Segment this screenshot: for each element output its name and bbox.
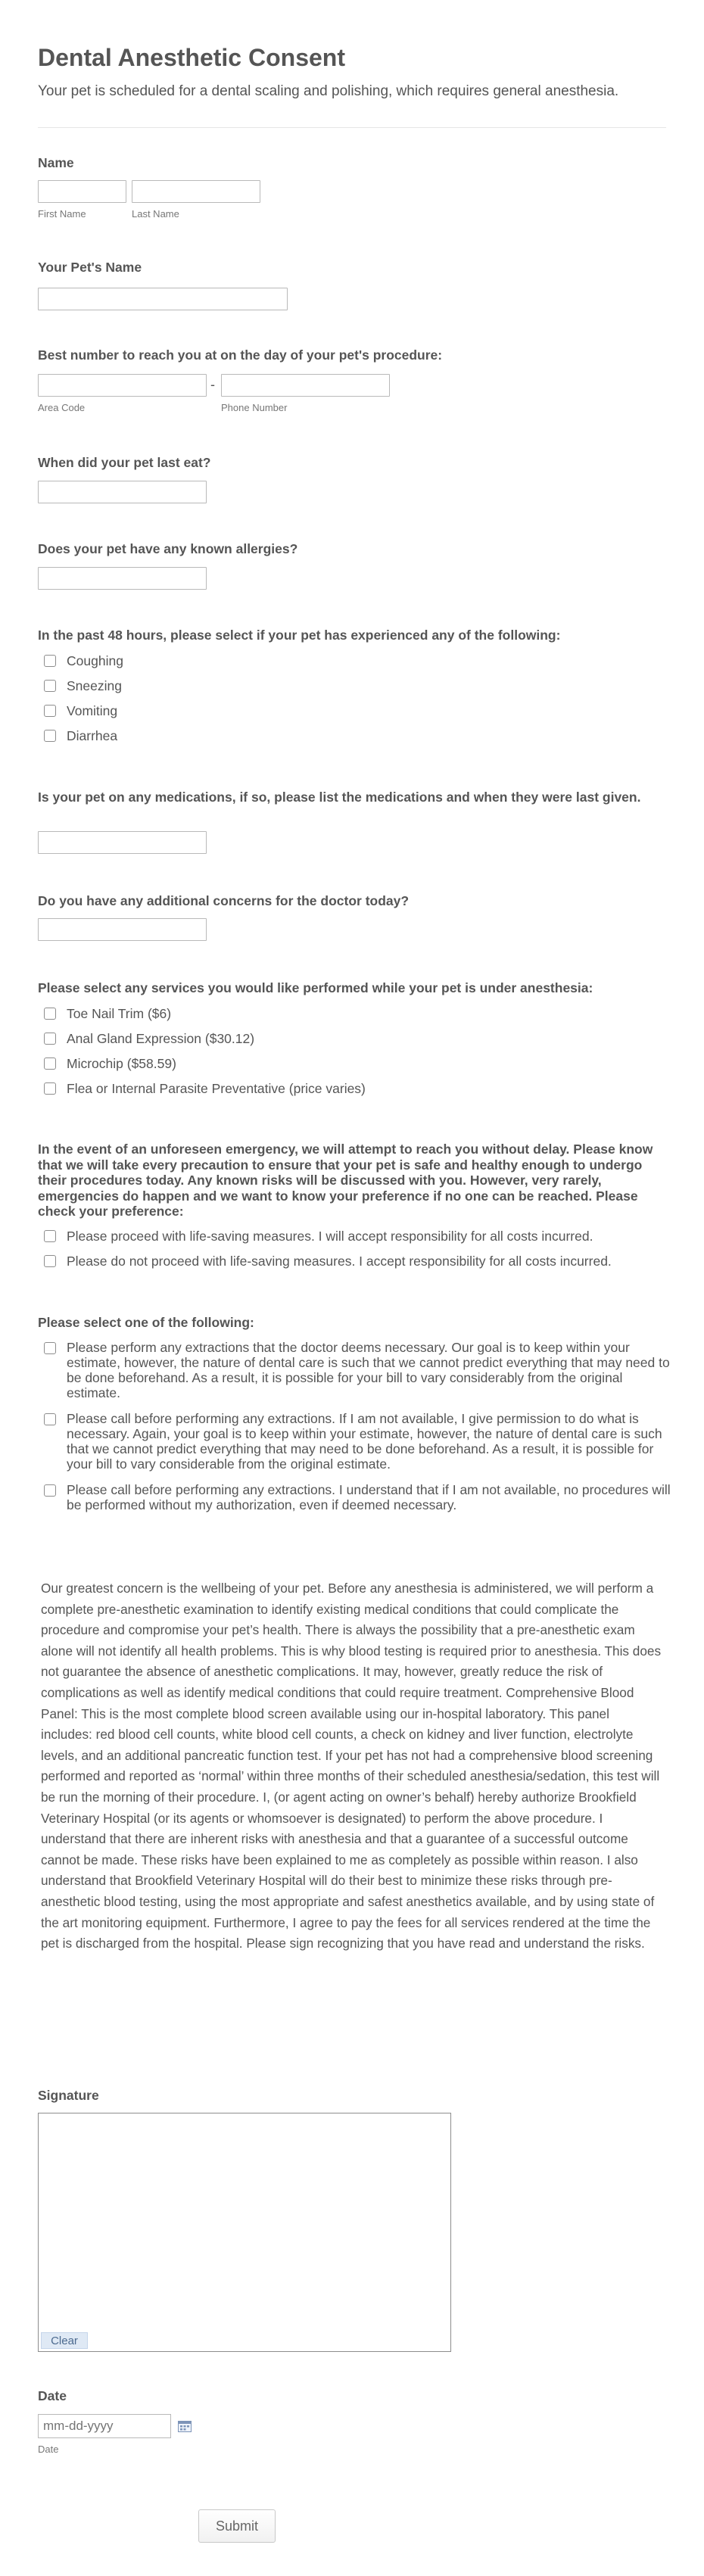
- symptom-option-coughing[interactable]: [44, 652, 123, 670]
- option-label: Please call before performing any extractions. I understand that if I am not available, no procedures will be performed without my authorization, even if deemed necessary.: [67, 1482, 671, 1512]
- last-eat-label: When did your pet last eat?: [38, 455, 211, 470]
- extraction-option-call-first-permission[interactable]: [44, 1411, 680, 1472]
- checkbox[interactable]: [44, 1413, 56, 1425]
- option-label: Sneezing: [67, 677, 122, 693]
- option-label: Please do not proceed with life-saving measures. I accept responsibility for all costs incurred.: [67, 1253, 612, 1269]
- area-code-sublabel: Area Code: [38, 402, 86, 413]
- signature-label: Signature: [38, 2088, 99, 2103]
- extraction-option-perform-any[interactable]: [44, 1340, 680, 1400]
- calendar-icon[interactable]: [178, 2420, 192, 2432]
- checkbox[interactable]: [44, 680, 56, 692]
- checkbox[interactable]: [44, 1082, 56, 1095]
- checkbox[interactable]: [44, 1255, 56, 1267]
- emergency-option-proceed[interactable]: [44, 1227, 593, 1245]
- first-name-sublabel: First Name: [38, 208, 86, 220]
- area-code-input[interactable]: [38, 374, 207, 397]
- form-subtitle: Your pet is scheduled for a dental scaling and polishing, which requires general anesthesia.: [38, 83, 619, 99]
- signature-pad[interactable]: [38, 2113, 451, 2352]
- pet-name-input[interactable]: [38, 288, 288, 310]
- checkbox[interactable]: [44, 1033, 56, 1045]
- symptom-option-diarrhea[interactable]: [44, 727, 117, 745]
- medications-label: Is your pet on any medications, if so, please list the medications and when they were last given.: [38, 790, 641, 805]
- checkbox[interactable]: [44, 1230, 56, 1242]
- service-option-microchip[interactable]: [44, 1054, 176, 1073]
- service-option-anal-gland[interactable]: [44, 1029, 254, 1048]
- allergies-label: Does your pet have any known allergies?: [38, 541, 298, 556]
- pet-name-label: Your Pet's Name: [38, 260, 142, 275]
- option-label: Toe Nail Trim ($6): [67, 1005, 172, 1021]
- option-label: Flea or Internal Parasite Preventative (price varies): [67, 1080, 366, 1096]
- extractions-label: Please select one of the following:: [38, 1315, 254, 1330]
- checkbox[interactable]: [44, 1484, 56, 1497]
- emergency-label: In the event of an unforeseen emergency, we will attempt to reach you without delay. Please know that we will take every precaution to ensure that your pet is safe and healthy enough to undergo their procedures today. Any known risks will be discussed with you. However, very rarely, emergencies do happen and we want to know your preference if no one can be reached. Please check your preference:: [38, 1142, 653, 1219]
- emergency-option-do-not-proceed[interactable]: [44, 1252, 612, 1270]
- checkbox[interactable]: [44, 1057, 56, 1070]
- checkbox[interactable]: [44, 705, 56, 717]
- symptom-option-vomiting[interactable]: [44, 702, 117, 720]
- name-label: Name: [38, 155, 74, 170]
- checkbox[interactable]: [44, 1342, 56, 1354]
- medications-input[interactable]: [38, 831, 207, 854]
- phone-separator: -: [210, 377, 215, 392]
- service-option-parasite-preventative[interactable]: [44, 1079, 366, 1098]
- header-divider: [38, 127, 666, 128]
- last-name-sublabel: Last Name: [132, 208, 179, 220]
- services-label: Please select any services you would like performed while your pet is under anesthesia:: [38, 980, 593, 995]
- checkbox[interactable]: [44, 730, 56, 742]
- checkbox[interactable]: [44, 1008, 56, 1020]
- option-label: Please call before performing any extractions. If I am not available, I give permission to do what is necessary. Again, your goal is to keep within your estimate, however, the nature of dental care is such that we cannot predict everything that may need to be done beforehand. As a result, it is possible for your bill to vary considerable from the original estimate.: [67, 1411, 662, 1472]
- concerns-label: Do you have any additional concerns for the doctor today?: [38, 893, 410, 908]
- checkbox[interactable]: [44, 655, 56, 667]
- form-title: Dental Anesthetic Consent: [38, 44, 345, 71]
- option-label: Please perform any extractions that the doctor deems necessary. Our goal is to keep within your estimate, however, the nature of dental care is such that we cannot predict everything that may need to be done beforehand. As a result, it is possible for your bill to vary considerably from the original estimate.: [67, 1340, 670, 1400]
- date-sublabel: Date: [38, 2444, 59, 2455]
- extraction-option-call-first-no-procedures[interactable]: [44, 1482, 680, 1512]
- allergies-input[interactable]: [38, 567, 207, 590]
- symptoms-label: In the past 48 hours, please select if your pet has experienced any of the following:: [38, 628, 561, 643]
- date-input[interactable]: [38, 2414, 171, 2438]
- service-option-toe-nail-trim[interactable]: [44, 1005, 171, 1023]
- last-eat-input[interactable]: [38, 481, 207, 503]
- option-label: Anal Gland Expression ($30.12): [67, 1030, 255, 1046]
- symptom-option-sneezing[interactable]: [44, 677, 122, 695]
- phone-label: Best number to reach you at on the day of your pet's procedure:: [38, 347, 443, 363]
- first-name-input[interactable]: [38, 180, 126, 203]
- phone-number-sublabel: Phone Number: [221, 402, 288, 413]
- consent-paragraph: Our greatest concern is the wellbeing of your pet. Before any anesthesia is administered, we will perform a complete pre-anesthetic examination to identify existing medical conditions that could complicate the procedure and compromise your pet’s health. There is always the possibility that a pre-anesthetic exam alone will not identify all health problems. This is why blood testing is required prior to anesthesia. This does not guarantee the absence of anesthetic complications. It may, however, greatly reduce the risk of complications as well as identify medical conditions that could require treatment. Comprehensive Blood Panel: This is the most complete blood screen available using our in-hospital laboratory. This panel includes: red blood cell counts, white blood cell counts, a check on kidney and liver function, electrolyte levels, and an additional pancreatic function test. If your pet has not had a comprehensive blood screening performed and reported as ‘normal’ within three months of their scheduled anesthesia/sedation, this test will be run the morning of their procedure. I, (or agent acting on owner’s behalf) hereby authorize Brookfield Veterinary Hospital (or its agents or whomsoever is designated) to perform the above procedure. I understand that there are inherent risks with anesthesia and that a guarantee of a successful outcome cannot be made. These risks have been explained to me as completely as possible within reason. I also understand that Brookfield Veterinary Hospital will do their best to minimize these risks through pre-anesthetic blood testing, using the most appropriate and safest anesthetics available, and by using state of the art monitoring equipment. Furthermore, I agree to pay the fees for all services rendered at the time the pet is discharged from the hospital. Please sign recognizing that you have read and understand the risks.: [41, 1581, 662, 1951]
- clear-signature-button[interactable]: Clear: [41, 2332, 88, 2349]
- option-label: Microchip ($58.59): [67, 1055, 176, 1071]
- date-label: Date: [38, 2388, 67, 2403]
- concerns-input[interactable]: [38, 918, 207, 941]
- phone-number-input[interactable]: [221, 374, 390, 397]
- option-label: Coughing: [67, 653, 123, 668]
- last-name-input[interactable]: [132, 180, 260, 203]
- option-label: Diarrhea: [67, 727, 118, 743]
- submit-button[interactable]: Submit: [198, 2509, 276, 2543]
- option-label: Vomiting: [67, 702, 118, 718]
- option-label: Please proceed with life-saving measures. I will accept responsibility for all costs incurred.: [67, 1228, 593, 1244]
